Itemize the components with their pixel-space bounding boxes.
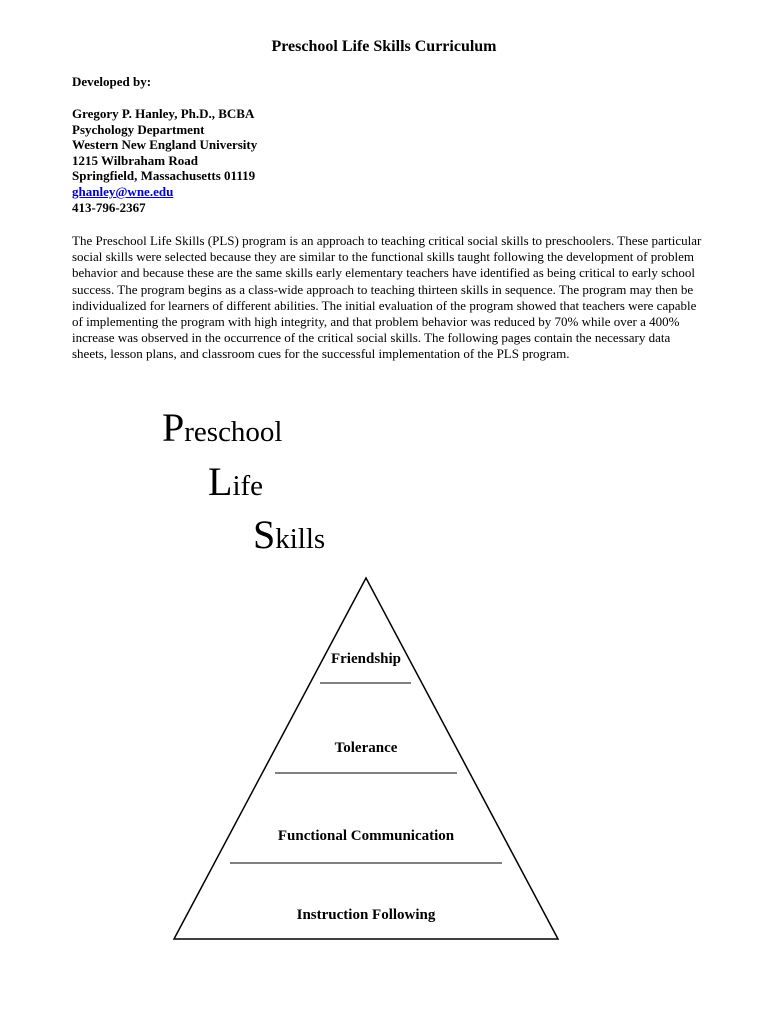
logo-rest-preschool: reschool [184, 416, 283, 448]
document-title: Preschool Life Skills Curriculum [271, 38, 497, 55]
logo-initial-p: P [162, 405, 185, 450]
tier-label-tolerance: Tolerance [334, 740, 398, 756]
pyramid-outline [174, 578, 558, 939]
author-university: Western New England University [72, 137, 258, 153]
tier-label-instruction-following: Instruction Following [296, 907, 436, 923]
author-street: 1215 Wilbraham Road [72, 152, 198, 168]
description-paragraph: The Preschool Life Skills (PLS) program is an approach to teaching critical social skills to preschoolers. These particular social skills were selected because they are similar to the functional skills taught following the development of problem behavior and because these are the same skills early elementary teachers have identified as being critical to early school success. The program begins as a class-wide approach to teaching thirteen skills in sequence. The program may then be individualized for learners of different abilities. The initial evaluation of the program showed that teachers were capable of implementing the program with high integrity, and that problem behavior was reduced by 70% while over a 400% increase was observed in the occurrence of the critical social skills. The following pages contain the necessary data sheets, lesson plans, and classroom cues for the successful implementation of the PLS program. [72, 233, 702, 362]
logo-initial-l: L [208, 459, 233, 504]
author-department: Psychology Department [72, 121, 205, 137]
developed-by-label: Developed by: [72, 74, 152, 89]
author-name: Gregory P. Hanley, Ph.D., BCBA [72, 106, 255, 121]
author-phone: 413-796-2367 [72, 199, 146, 215]
logo-rest-life: ife [232, 470, 264, 502]
logo-rest-skills: kills [275, 523, 326, 555]
tier-label-functional-communication: Functional Communication [277, 828, 455, 844]
tier-label-friendship: Friendship [330, 651, 402, 667]
author-city: Springfield, Massachusetts 01119 [72, 168, 256, 184]
logo-initial-s: S [253, 512, 276, 557]
author-email-link[interactable]: ghanley@wne.edu [72, 183, 174, 199]
